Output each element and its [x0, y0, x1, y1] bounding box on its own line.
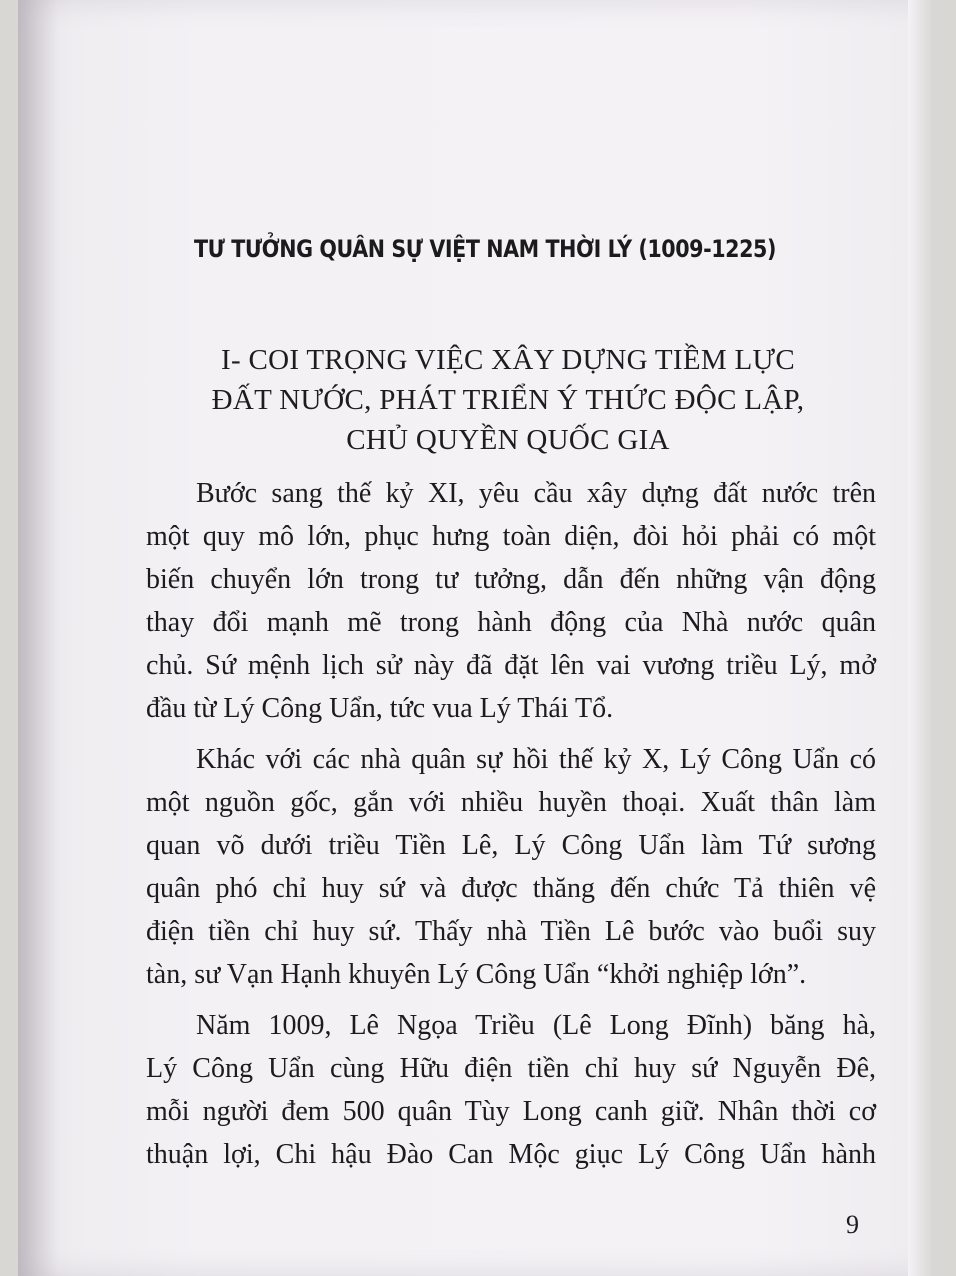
- section-heading: [178, 340, 838, 460]
- spine-shadow: [18, 0, 58, 1276]
- section-heading-line: ĐẤT NƯỚC, PHÁT TRIỂN Ý THỨC ĐỘC LẬP,: [211, 384, 805, 416]
- book-page: [18, 0, 932, 1276]
- page-edge: [908, 0, 932, 1276]
- text-line: tàn, sư Vạn Hạnh khuyên Lý Công Uẩn “khởi nghiệp lớn”.: [146, 959, 807, 990]
- text-line: Bước sang thế kỷ XI, yêu cầu xây dựng đất nước trên: [196, 478, 876, 509]
- paragraph: [146, 472, 876, 730]
- text-line: Lý Công Uẩn cùng Hữu điện tiền chỉ huy sứ Nguyễn Đê,: [146, 1053, 876, 1084]
- text-line: quan võ dưới triều Tiền Lê, Lý Công Uẩn làm Tứ sương: [146, 830, 876, 861]
- text-line: quân phó chỉ huy sứ và được thăng đến chức Tả thiên vệ: [146, 873, 876, 904]
- text-line: thuận lợi, Chi hậu Đào Can Mộc giục Lý Công Uẩn hành: [146, 1139, 876, 1170]
- section-heading-line: I- COI TRỌNG VIỆC XÂY DỰNG TIỀM LỰC: [221, 344, 795, 376]
- text-line: Khác với các nhà quân sự hồi thế kỷ X, Lý Công Uẩn có: [196, 744, 876, 775]
- text-line: một quy mô lớn, phục hưng toàn diện, đòi hỏi phải có một: [146, 521, 876, 552]
- text-line: biến chuyển lớn trong tư tưởng, dẫn đến những vận động: [146, 564, 876, 595]
- paragraph: [146, 1004, 876, 1176]
- text-line: thay đổi mạnh mẽ trong hành động của Nhà nước quân: [146, 607, 876, 638]
- text-line: mỗi người đem 500 quân Tùy Long canh giữ. Nhân thời cơ: [146, 1096, 876, 1127]
- page-number: 9: [846, 1210, 859, 1239]
- text-line: Năm 1009, Lê Ngọa Triều (Lê Long Đĩnh) băng hà,: [196, 1010, 876, 1041]
- body-text: [146, 472, 876, 1184]
- paragraph: [146, 738, 876, 996]
- text-line: chủ. Sứ mệnh lịch sử này đã đặt lên vai vương triều Lý, mở: [146, 650, 876, 681]
- section-heading-line: CHỦ QUYỀN QUỐC GIA: [346, 424, 670, 456]
- text-line: đầu từ Lý Công Uẩn, tức vua Lý Thái Tổ.: [146, 693, 614, 724]
- chapter-title: TƯ TƯỞNG QUÂN SỰ VIỆT NAM THỜI LÝ (1009-1225): [194, 235, 776, 263]
- text-line: một nguồn gốc, gắn với nhiều huyền thoại. Xuất thân làm: [146, 787, 876, 818]
- text-line: điện tiền chỉ huy sứ. Thấy nhà Tiền Lê bước vào buổi suy: [146, 916, 876, 947]
